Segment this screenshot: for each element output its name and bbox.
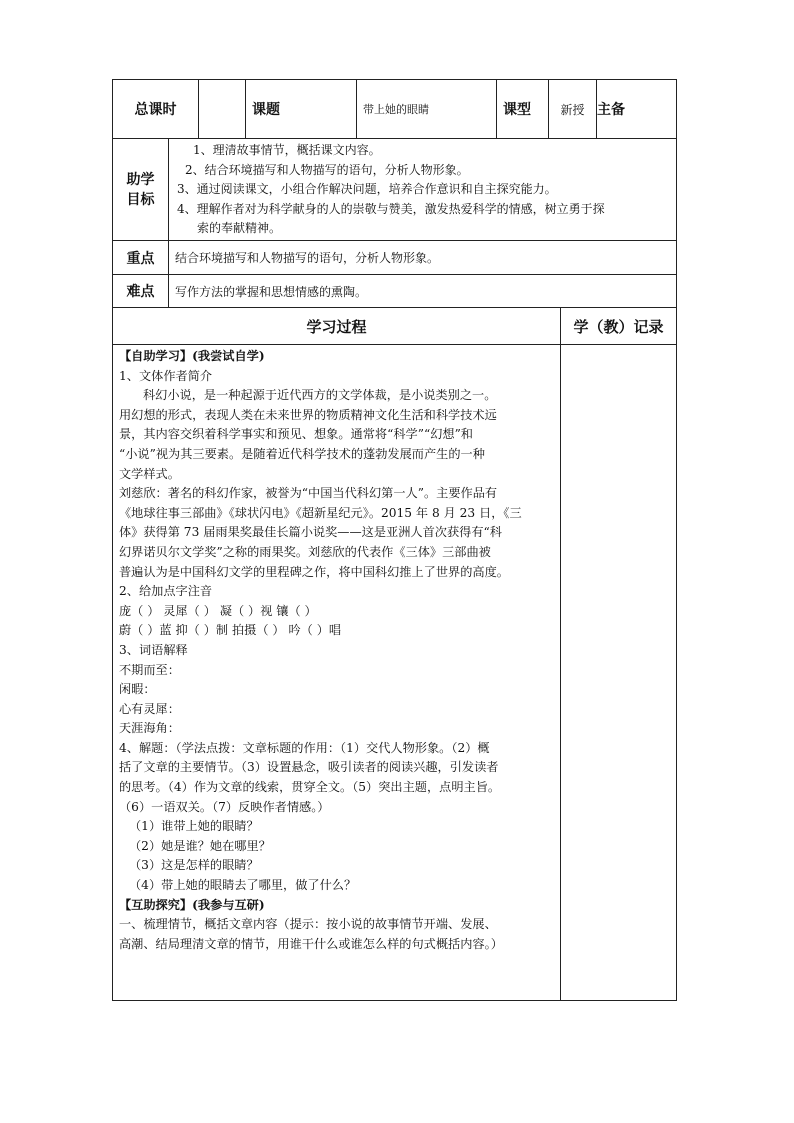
section-heading: 【自助学习】(我尝试自学) [119,349,265,363]
content-line: 3、词语解释 [119,642,188,657]
difficulty-text: 写作方法的掌握和思想情感的熏陶。 [169,275,677,308]
content-line: 括了文章的主要情节。（3）设置悬念，吸引读者的阅读兴趣，引发读者 [119,760,499,775]
goals-list [169,139,677,241]
content-line: 一、梳理情节，概括文章内容（提示：按小说的故事情节开端、发展、 [119,917,497,932]
goal-item: 4、理解作者对为科学献身的人的崇敬与赞美，激发热爱科学的情感，树立勇于探 [177,201,605,216]
pinyin-row: 蔚（ ）蓝 抑（ ）制 拍摄（ ） 吟（ ）唱 [119,623,342,638]
goal-item: 3、通过阅读课文，小组合作解决问题，培养合作意识和自主探究能力。 [177,182,557,197]
question-line: （4）带上她的眼睛去了哪里，做了什么？ [129,878,357,893]
content-line: 刘慈欣：著名的科幻作家，被誉为“中国当代科幻第一人”。主要作品有 [119,486,498,501]
question-line: （1）谁带上她的眼睛？ [129,819,259,834]
key-point-label: 重点 [113,241,169,275]
lead-label: 主备 [597,80,677,139]
content-line: 1、文体作者简介 [119,368,213,383]
content-line: 用幻想的形式，表现人类在未来世界的物质精神文化生活和科学技术远 [119,407,497,422]
goal-item: 1、理清故事情节，概括课文内容。 [193,143,381,158]
term-line: 闲暇： [119,682,156,697]
content-line: 普遍认为是中国科幻文学的里程碑之作，将中国科幻推上了世界的高度。 [119,564,509,579]
term-line: 不期而至： [119,662,180,677]
content-line: 的思考。（4）作为文章的线索，贯穿全文。（5）突出主题，点明主旨。 [119,780,501,795]
goals-label: 助学 目标 [113,139,169,241]
content-line: 幻界诺贝尔文学奖”之称的雨果奖。刘慈欣的代表作《三体》三部曲被 [119,544,491,559]
term-line: 天涯海角： [119,721,180,736]
lesson-plan-table [112,79,677,1001]
content-line: 文学样式。 [119,466,180,481]
total-hours-label: 总课时 [113,80,199,139]
section-heading: 【互助探究】(我参与互研) [119,897,265,912]
process-body [113,345,561,1001]
type-value: 新授 [549,80,597,139]
topic-label: 课题 [246,80,357,139]
record-title: 学（教）记录 [561,308,677,345]
goal-item: 2、结合环境描写和人物描写的语句，分析人物形象。 [185,162,469,177]
process-title: 学习过程 [113,308,561,345]
content-line: “小说”视为其三要素。是随着近代科学技术的蓬勃发展而产生的一种 [119,446,485,461]
content-line: 4、解题：（学法点拨：文章标题的作用：（1）交代人物形象。（2）概 [119,740,490,755]
goal-item: 索的奉献精神。 [197,221,282,236]
term-line: 心有灵犀： [119,701,180,716]
content-line: 高潮、结局理清文章的情节，用谁干什么或谁怎么样的句式概括内容。） [119,936,503,951]
question-line: （3）这是怎样的眼睛？ [129,858,259,873]
difficulty-label: 难点 [113,275,169,308]
pinyin-row: 庞（ ） 灵犀（ ） 凝（ ）视 镶（ ） [119,603,317,618]
topic-value: 带上她的眼睛 [357,80,497,139]
total-hours-value [199,80,246,139]
record-column [561,345,677,1001]
question-line: （2）她是谁？她在哪里？ [129,838,271,853]
content-line: 景，其内容交织着科学事实和预见、想象。通常将“科学”“幻想”和 [119,427,473,442]
content-line: 体》获得第 73 届雨果奖最佳长篇小说奖——这是亚洲人首次获得有“科 [119,525,502,540]
content-line: （6）一语双关。（7）反映作者情感。） [119,799,330,814]
content-line: 2、给加点字注音 [119,584,213,599]
key-point-text: 结合环境描写和人物描写的语句，分析人物形象。 [169,241,677,275]
content-line: 《地球往事三部曲》《球状闪电》《超新星纪元》。2015 年 8 月 23 日，《三 [119,505,522,520]
content-line: 科幻小说，是一种起源于近代西方的文学体裁，是小说类别之一。 [143,388,497,403]
type-label: 课型 [497,80,549,139]
